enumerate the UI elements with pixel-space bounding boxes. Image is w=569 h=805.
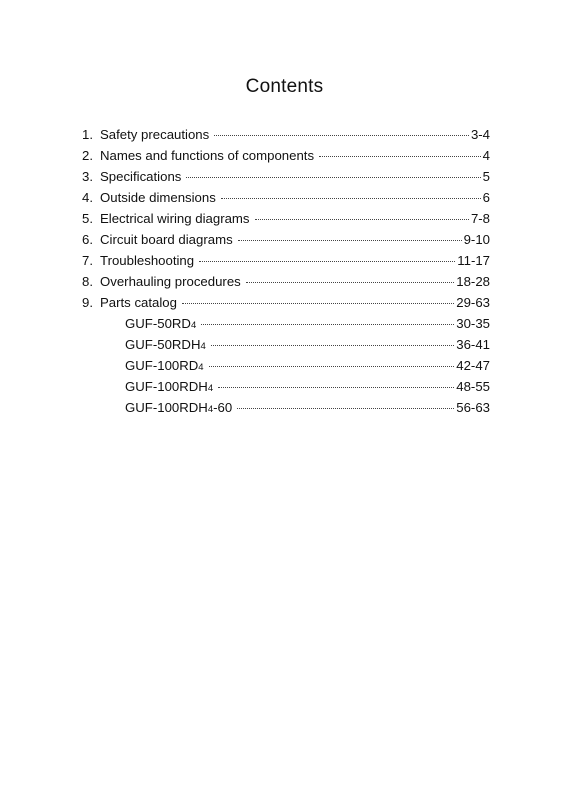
toc-subentry-page: 48-55 (456, 379, 490, 394)
toc-entry-number: 7. (82, 253, 93, 268)
toc-entry-names-and-functions[interactable] (82, 145, 490, 166)
dot-leader (214, 135, 469, 136)
toc-entry-label: Outside dimensions (100, 190, 216, 205)
toc-entry-circuit-board-diagrams[interactable] (82, 229, 490, 250)
toc-subentry-label (125, 376, 213, 399)
toc-entry-number: 4. (82, 190, 93, 205)
toc-entry-page: 11-17 (457, 253, 490, 268)
dot-leader (238, 240, 462, 241)
toc-entry-outside-dimensions[interactable] (82, 187, 490, 208)
model-suffix: 4 (200, 341, 206, 352)
toc-entry-troubleshooting[interactable] (82, 250, 490, 271)
toc-entry-specifications[interactable] (82, 166, 490, 187)
toc-entry-number: 8. (82, 274, 93, 289)
model-suffix: 4 (207, 383, 214, 394)
toc-subentry-label (125, 313, 196, 336)
toc-subentry-page: 56-63 (456, 400, 490, 415)
dot-leader (209, 366, 455, 367)
toc-entry-label: Specifications (100, 169, 182, 184)
dot-leader (218, 387, 454, 388)
toc-entry-page: 9-10 (463, 232, 490, 247)
toc-entry-page: 5 (482, 169, 490, 184)
toc-entry-label: Circuit board diagrams (100, 232, 233, 247)
toc-subentry-label (125, 397, 232, 420)
toc-entry-number: 9. (82, 295, 93, 310)
toc-entry-page: 4 (482, 148, 490, 163)
toc-entry-electrical-wiring-diagrams[interactable] (82, 208, 490, 229)
dot-leader (182, 303, 454, 304)
toc-subentry-page: 42-47 (456, 358, 490, 373)
dot-leader (201, 324, 454, 325)
toc-subentry-label (125, 355, 204, 378)
dot-leader (221, 198, 481, 199)
toc-entry-number: 1. (82, 127, 93, 142)
model-name: GUF-100RDH (125, 379, 208, 394)
toc-entry-page: 3-4 (470, 127, 490, 142)
dot-leader (237, 408, 454, 409)
dot-leader (199, 261, 455, 262)
model-name: GUF-100RD (125, 358, 199, 373)
model-suffix: 4 (207, 404, 214, 415)
model-name: GUF-50RDH (125, 337, 201, 352)
toc-entry-label: Electrical wiring diagrams (100, 211, 250, 226)
toc-subentry-guf-100rd4[interactable] (125, 355, 490, 378)
toc-subentry-page: 36-41 (456, 337, 490, 352)
toc-entry-number: 6. (82, 232, 93, 247)
toc-entry-parts-catalog[interactable] (82, 292, 490, 313)
toc-subentry-guf-100rdh4[interactable] (125, 376, 490, 399)
toc-entry-number: 2. (82, 148, 93, 163)
dot-leader (255, 219, 469, 220)
toc-entry-safety-precautions[interactable] (82, 124, 490, 145)
toc-entry-number: 5. (82, 211, 93, 226)
model-name: GUF-100RDH (125, 400, 208, 415)
toc-entry-page: 6 (482, 190, 490, 205)
toc-entry-label: Overhauling procedures (100, 274, 241, 289)
model-suffix: 4 (190, 320, 197, 331)
toc-entry-label: Troubleshooting (100, 253, 195, 268)
toc-entry-page: 7-8 (470, 211, 490, 226)
toc-subentry-page: 30-35 (456, 316, 490, 331)
page-title: Contents (245, 76, 324, 97)
toc-subentry-guf-50rd4[interactable] (125, 313, 490, 336)
model-suffix: 4 (198, 362, 204, 373)
model-tail: -60 (213, 400, 233, 415)
toc-entry-overhauling-procedures[interactable] (82, 271, 490, 292)
toc-entry-label: Names and functions of components (100, 148, 315, 163)
toc-entry-page: 18-28 (456, 274, 490, 289)
dot-leader (319, 156, 481, 157)
toc-subentry-label (125, 334, 206, 357)
toc-entry-page: 29-63 (456, 295, 490, 310)
toc-subentry-guf-50rdh4[interactable] (125, 334, 490, 357)
toc-entry-number: 3. (82, 169, 93, 184)
dot-leader (186, 177, 480, 178)
model-name: GUF-50RD (125, 316, 191, 331)
toc-subentry-guf-100rdh4-60[interactable] (125, 397, 490, 420)
toc-entry-label: Safety precautions (100, 127, 210, 142)
toc-entry-label: Parts catalog (100, 295, 177, 310)
dot-leader (246, 282, 455, 283)
dot-leader (211, 345, 455, 346)
